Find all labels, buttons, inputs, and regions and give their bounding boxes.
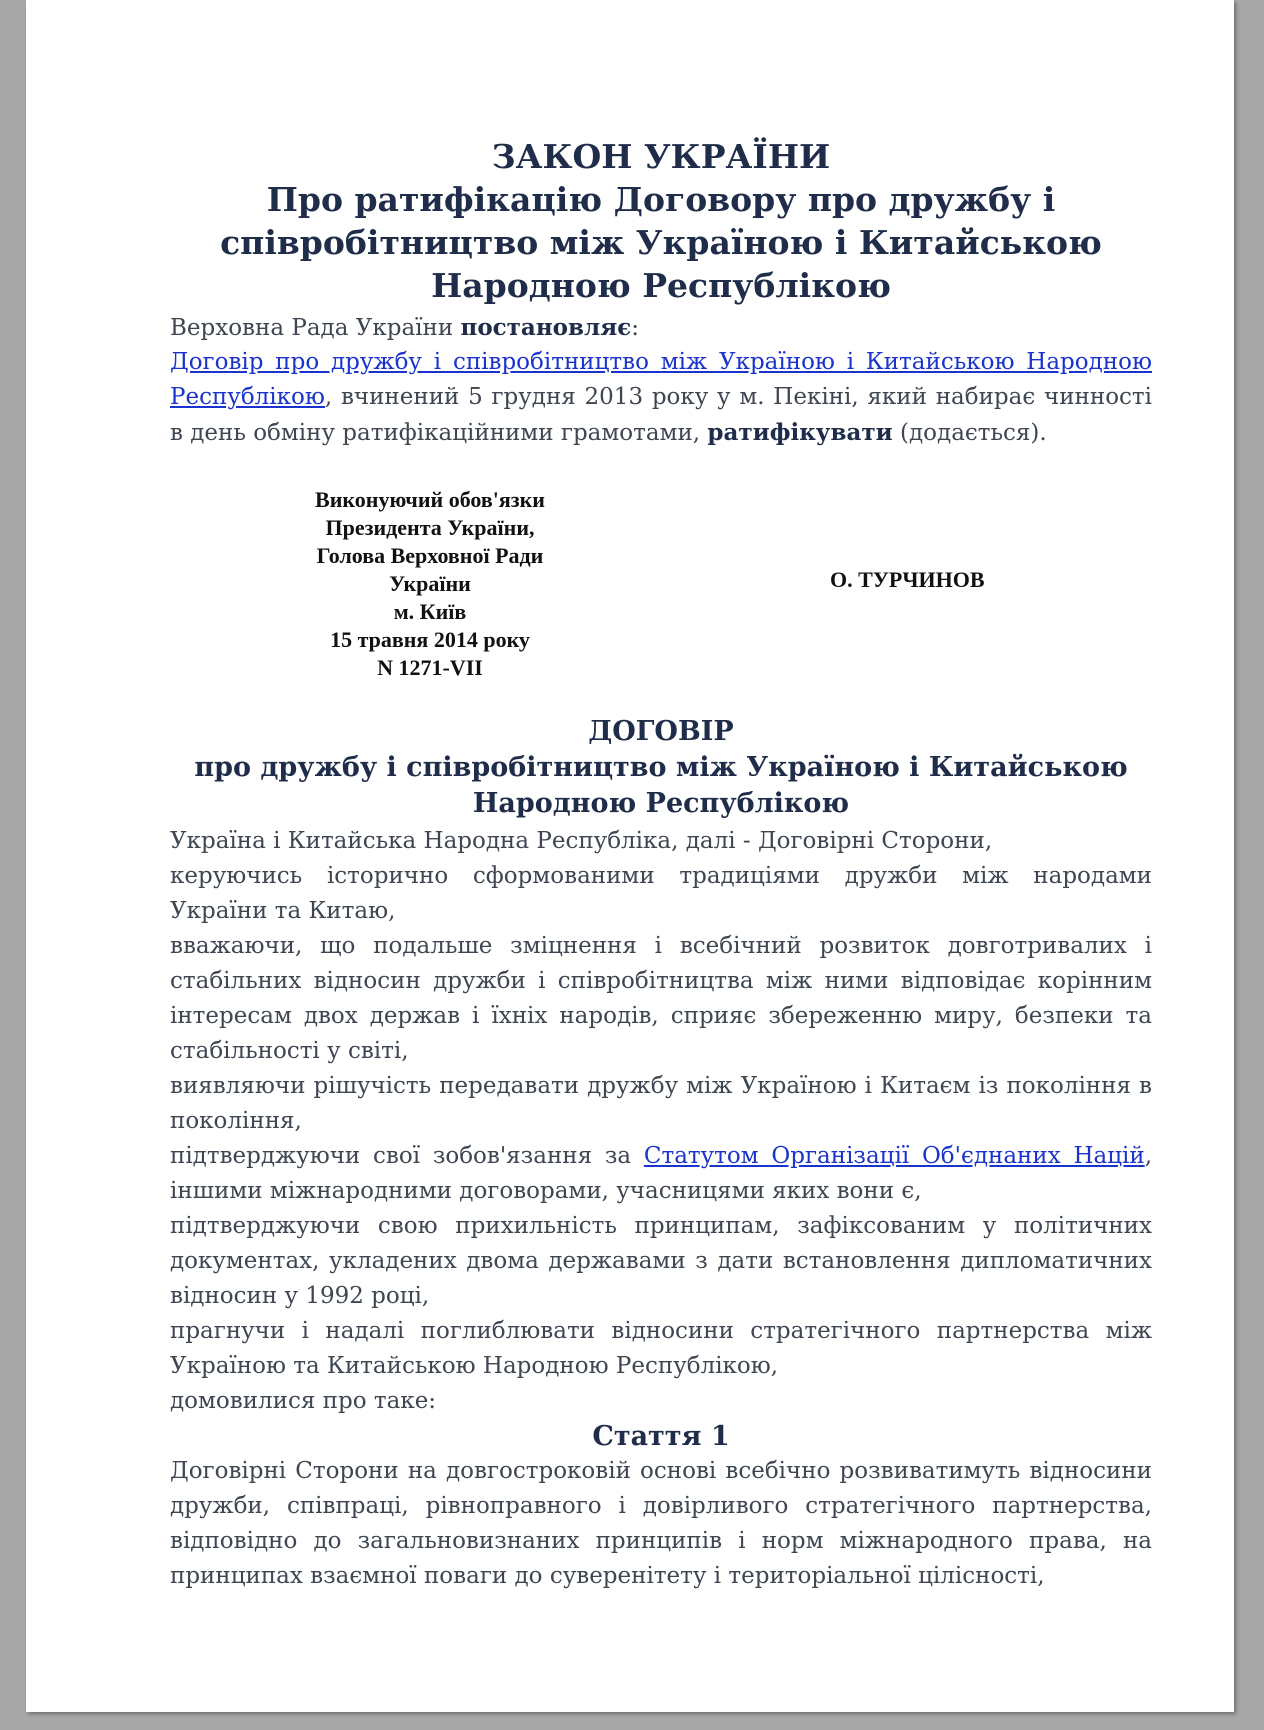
ratify-bold: ратифікувати — [707, 419, 893, 446]
signature-line: Виконуючий обов'язки — [315, 487, 545, 512]
p5-after: , іншими міжнародними договорами, учасницями яких вони є, — [170, 1143, 1153, 1204]
signature-line: 15 травня 2014 року — [330, 627, 530, 652]
signatory-name: О. ТУРЧИНОВ — [830, 567, 985, 592]
un-charter-link[interactable]: Статутом Організації Об'єднаних Націй — [643, 1143, 1145, 1169]
treaty-paragraph: домовилися про таке: — [170, 1388, 437, 1414]
law-title — [170, 135, 1152, 307]
article-title: Стаття 1 — [592, 1421, 730, 1452]
treaty-paragraph: вважаючи, що подальше зміцнення і всебічний розвиток довготривалих і стабільних відносин дружби і співробітництва між ними відповідає корінним інтересам двох держав і їхніх народів, сприяє збереженню миру, безпеки та стабільності у світі, — [170, 933, 1152, 1064]
treaty-paragraph: керуючись історично сформованими традиціями дружби між народами України та Китаю, — [170, 863, 1152, 924]
treaty-title-line: про дружбу і співробітництво між Україною і Китайською — [194, 752, 1128, 783]
intro-colon: : — [631, 315, 639, 341]
intro-text: Верховна Рада України — [170, 315, 461, 341]
treaty-paragraph: прагнучи і надалі поглиблювати відносини стратегічного партнерства між Україною та Китайською Народною Республікою, — [170, 1318, 1152, 1379]
law-title-line: ЗАКОН УКРАЇНИ — [491, 137, 831, 176]
signature-line: м. Київ — [393, 599, 467, 624]
treaty-paragraph: Україна і Китайська Народна Республіка, далі - Договірні Сторони, — [170, 828, 993, 854]
law-title-line: співробітництво між Україною і Китайською — [220, 223, 1102, 262]
p5-before: підтверджуючи свої зобов'язання за — [170, 1143, 644, 1169]
treaty-paragraph-un-charter — [170, 1139, 1152, 1209]
law-title-line: Про ратифікацію Договору про дружбу і — [266, 180, 1056, 219]
ratification-paragraph — [170, 345, 1152, 451]
treaty-title-line: Народною Республікою — [472, 788, 850, 819]
ratify-end: (додається). — [892, 420, 1047, 446]
treaty-title — [170, 714, 1152, 822]
treaty-paragraph: виявляючи рішучість передавати дружбу між Україною і Китаєм із покоління в покоління, — [170, 1073, 1152, 1134]
signature-line: Голова Верховної Ради — [316, 543, 544, 568]
signature-line: N 1271-VII — [377, 655, 483, 680]
law-intro — [170, 310, 1152, 346]
law-title-line: Народною Республікою — [431, 266, 891, 305]
document-page — [26, 0, 1234, 1712]
ratify-text: , вчинений 5 грудня 2013 року у м. Пекіні, який набирає чинності в день обміну ратифікаційними грамотами, — [170, 384, 1152, 446]
article-paragraph: Договірні Сторони на довгостроковій основі всебічно розвиватимуть відносини дружби, співпраці, рівноправного і довірливого стратегічного партнерства, відповідно до загальновизнаних принципів і норм міжнародного права, на принципах взаємної поваги до суверенітету і територіальної цілісності, — [170, 1458, 1152, 1589]
intro-bold: постановляє — [460, 314, 632, 341]
signature-line: Президента України, — [325, 515, 535, 540]
treaty-link[interactable]: Договір про дружбу і співробітництво між Україною і Китайською Народною Республікою — [170, 349, 1152, 410]
signature-line: України — [389, 571, 471, 596]
treaty-title-line: ДОГОВІР — [588, 716, 734, 747]
signature-block — [280, 486, 580, 682]
treaty-paragraph: підтверджуючи свою прихильність принципам, зафіксованим у політичних документах, укладених двома державами з дати встановлення дипломатичних відносин у 1992 році, — [170, 1213, 1152, 1309]
